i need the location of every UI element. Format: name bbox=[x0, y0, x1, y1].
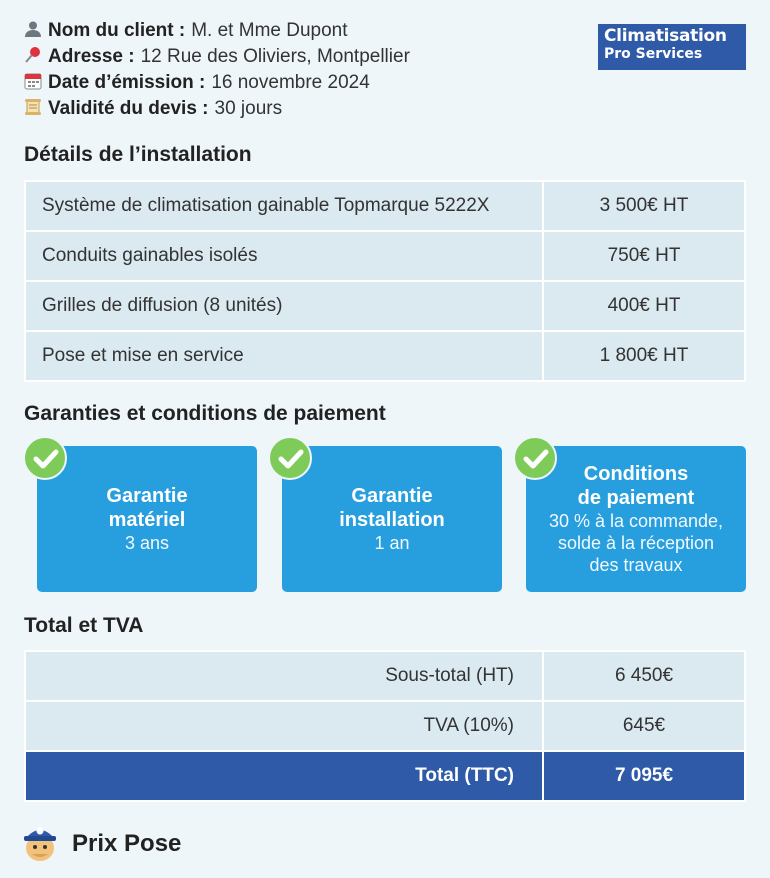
warranty-material-card bbox=[37, 446, 257, 592]
total-row bbox=[25, 751, 745, 801]
price-cell: 3 500€ HT bbox=[543, 181, 745, 231]
scroll-icon bbox=[24, 98, 48, 121]
table-row bbox=[25, 701, 745, 751]
brand-line1: Climatisation bbox=[604, 26, 727, 46]
mascot-icon bbox=[20, 820, 60, 867]
table-row bbox=[25, 181, 745, 231]
check-icon bbox=[268, 436, 312, 480]
details-heading: Détails de l’installation bbox=[24, 143, 252, 166]
item-cell: Grilles de diffusion (8 unités) bbox=[25, 281, 543, 331]
table-row bbox=[25, 231, 745, 281]
vat-value: 645€ bbox=[543, 701, 745, 751]
item-cell: Système de climatisation gainable Topmarque 5222X bbox=[25, 181, 543, 231]
card-title-line: Garantie bbox=[106, 485, 188, 507]
price-cell: 1 800€ HT bbox=[543, 331, 745, 381]
total-label: Total (TTC) bbox=[25, 751, 543, 801]
item-cell: Conduits gainables isolés bbox=[25, 231, 543, 281]
card-title-line: Conditions bbox=[583, 463, 689, 485]
table-row bbox=[25, 331, 745, 381]
check-icon bbox=[23, 436, 67, 480]
item-cell: Pose et mise en service bbox=[25, 331, 543, 381]
card-title-line: Garantie bbox=[351, 485, 433, 507]
footer-logo-text: Prix Pose bbox=[72, 829, 182, 857]
validity-row: Validité du devis : 30 jours bbox=[24, 96, 410, 122]
price-cell: 400€ HT bbox=[543, 281, 745, 331]
card-subtitle-line: des travaux bbox=[589, 555, 683, 575]
card-title-line: de paiement bbox=[577, 487, 695, 509]
card-title-line: installation bbox=[339, 509, 445, 531]
card-subtitle-line: solde à la réception bbox=[557, 533, 715, 553]
guarantees-heading: Garanties et conditions de paiement bbox=[24, 402, 386, 425]
client-address-row: Adresse : 12 Rue des Oliviers, Montpellier bbox=[24, 44, 410, 70]
subtotal-label: Sous-total (HT) bbox=[25, 651, 543, 701]
details-table bbox=[24, 180, 746, 382]
payment-terms-card bbox=[526, 446, 746, 592]
table-row bbox=[25, 651, 745, 701]
brand-logo bbox=[598, 24, 746, 70]
card-subtitle-line: 30 % à la commande, bbox=[548, 511, 724, 531]
footer-logo bbox=[20, 820, 181, 867]
total-value: 7 095€ bbox=[543, 751, 745, 801]
table-row bbox=[25, 281, 745, 331]
vat-label: TVA (10%) bbox=[25, 701, 543, 751]
person-icon bbox=[24, 20, 48, 43]
subtotal-value: 6 450€ bbox=[543, 651, 745, 701]
price-cell: 750€ HT bbox=[543, 231, 745, 281]
warranty-installation-card bbox=[282, 446, 502, 592]
card-subtitle-line: 3 ans bbox=[124, 533, 170, 553]
issue-date-row: Date d’émission : 16 novembre 2024 bbox=[24, 70, 410, 96]
calendar-icon bbox=[24, 72, 48, 95]
client-info bbox=[24, 18, 410, 122]
check-icon bbox=[513, 436, 557, 480]
totals-table bbox=[24, 650, 746, 802]
pin-icon bbox=[24, 46, 48, 69]
brand-line2: Pro Services bbox=[604, 46, 703, 62]
card-title-line: matériel bbox=[108, 509, 186, 531]
card-subtitle-line: 1 an bbox=[374, 533, 410, 553]
client-name-row: Nom du client : M. et Mme Dupont bbox=[24, 18, 410, 44]
totals-heading: Total et TVA bbox=[24, 614, 144, 637]
